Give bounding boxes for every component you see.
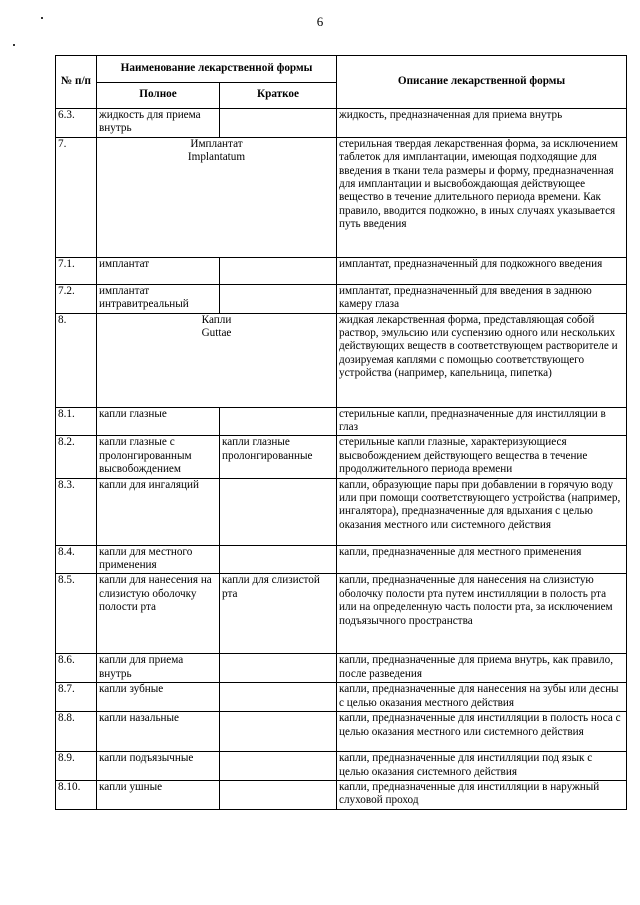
row-number: 8.7.: [56, 683, 97, 712]
scan-speck: [13, 44, 15, 46]
row-number: 8.4.: [56, 545, 97, 574]
short-name: [220, 780, 337, 809]
row-number: 6.3.: [56, 109, 97, 138]
description: капли, предназначенные для местного применения: [337, 545, 627, 574]
full-name: капли зубные: [97, 683, 220, 712]
row-number: 8.6.: [56, 654, 97, 683]
group-name-ru: Имплантат: [190, 137, 243, 150]
full-name: капли ушные: [97, 780, 220, 809]
header-full-name: Полное: [97, 83, 220, 109]
short-name: капли для слизистой рта: [220, 574, 337, 654]
description: капли, образующие пары при добавлении в горячую воду или при помощи соответствующего устройства (например, ингалятора), предназначенные для вдыхания с целью оказания местного или системного действия: [337, 478, 627, 545]
row-number: 8.10.: [56, 780, 97, 809]
table-row: [56, 436, 627, 478]
full-name: имплантат интравитреальный: [97, 284, 220, 313]
short-name: [220, 545, 337, 574]
row-number: 7.: [56, 137, 97, 257]
table-row: [56, 284, 627, 313]
short-name: [220, 712, 337, 752]
full-name: капли подъязычные: [97, 752, 220, 781]
description: имплантат, предназначенный для подкожного введения: [337, 257, 627, 284]
group-name-latin: Guttae: [201, 327, 232, 340]
description: капли, предназначенные для инстилляции в наружный слуховой проход: [337, 780, 627, 809]
row-number: 8.9.: [56, 752, 97, 781]
description: стерильные капли, предназначенные для инстилляции в глаз: [337, 407, 627, 436]
row-number: 8.5.: [56, 574, 97, 654]
description: имплантат, предназначенный для введения в заднюю камеру глаза: [337, 284, 627, 313]
table-row: [56, 313, 627, 407]
description: жидкость, предназначенная для приема внутрь: [337, 109, 627, 138]
table-row: [56, 574, 627, 654]
table-row: [56, 654, 627, 683]
table-row: [56, 712, 627, 752]
header-short-name: Краткое: [220, 83, 337, 109]
description: капли, предназначенные для инстилляции под язык с целью оказания системного действия: [337, 752, 627, 781]
table-row: [56, 137, 627, 257]
table-row: [56, 109, 627, 138]
table-row: [56, 257, 627, 284]
description: стерильная твердая лекарственная форма, за исключением таблеток для имплантации, имеющая подходящие для введения в ткани тела размеры и форму, предназначенная для имплантации и высвобождающая действующее вещество в течение длительного периода времени. Как правило, вводится подкожно, в иных случаях указывается путь введения: [337, 137, 627, 257]
description: капли, предназначенные для инстилляции в полость носа с целью оказания местного или системного действия: [337, 712, 627, 752]
short-name: [220, 407, 337, 436]
description: жидкая лекарственная форма, представляющая собой раствор, эмульсию или суспензию одного или нескольких действующих веществ в соответствующем растворителе и дозируемая каплями с помощью соответствующего устройства (например, капельница, пипетка): [337, 313, 627, 407]
table-row: [56, 407, 627, 436]
table-row: [56, 478, 627, 545]
description: капли, предназначенные для нанесения на слизистую оболочку полости рта путем инстилляции в полость рта или на определенную часть полости рта, за исключением подъязычного пространства: [337, 574, 627, 654]
row-number: 7.1.: [56, 257, 97, 284]
short-name: [220, 109, 337, 138]
full-name: капли для местного применения: [97, 545, 220, 574]
short-name: [220, 478, 337, 545]
description: стерильные капли глазные, характеризующиеся высвобождением действующего вещества в течение продолжительного периода времени: [337, 436, 627, 478]
full-name: капли глазные с пролонгированным высвобождением: [97, 436, 220, 478]
table-row: [56, 752, 627, 781]
row-number: 8.3.: [56, 478, 97, 545]
short-name: [220, 752, 337, 781]
row-number: 8.1.: [56, 407, 97, 436]
row-number: 8.8.: [56, 712, 97, 752]
group-name-ru: Капли: [201, 313, 232, 326]
dosage-form-group-name: [97, 137, 337, 257]
dosage-form-group-name: [97, 313, 337, 407]
full-name: имплантат: [97, 257, 220, 284]
full-name: капли назальные: [97, 712, 220, 752]
full-name: жидкость для приема внутрь: [97, 109, 220, 138]
table-body: [56, 109, 627, 810]
short-name: [220, 654, 337, 683]
table-row: [56, 683, 627, 712]
short-name: капли глазные пролонгированные: [220, 436, 337, 478]
description: капли, предназначенные для приема внутрь, как правило, после разведения: [337, 654, 627, 683]
description: капли, предназначенные для нанесения на зубы или десны с целью оказания местного действия: [337, 683, 627, 712]
short-name: [220, 683, 337, 712]
group-name-latin: Implantatum: [187, 151, 246, 164]
table-row: [56, 545, 627, 574]
header-description: Описание лекарственной формы: [337, 56, 627, 109]
dosage-forms-table: [55, 55, 627, 810]
row-number: 8.: [56, 313, 97, 407]
page-number: 6: [316, 14, 324, 29]
scan-speck: [41, 17, 43, 19]
row-number: 8.2.: [56, 436, 97, 478]
short-name: [220, 257, 337, 284]
header-number: № п/п: [56, 56, 97, 109]
table-row: [56, 780, 627, 809]
full-name: капли для приема внутрь: [97, 654, 220, 683]
short-name: [220, 284, 337, 313]
full-name: капли для ингаляций: [97, 478, 220, 545]
full-name: капли для нанесения на слизистую оболочку полости рта: [97, 574, 220, 654]
row-number: 7.2.: [56, 284, 97, 313]
header-name-group: Наименование лекарственной формы: [97, 56, 337, 83]
full-name: капли глазные: [97, 407, 220, 436]
